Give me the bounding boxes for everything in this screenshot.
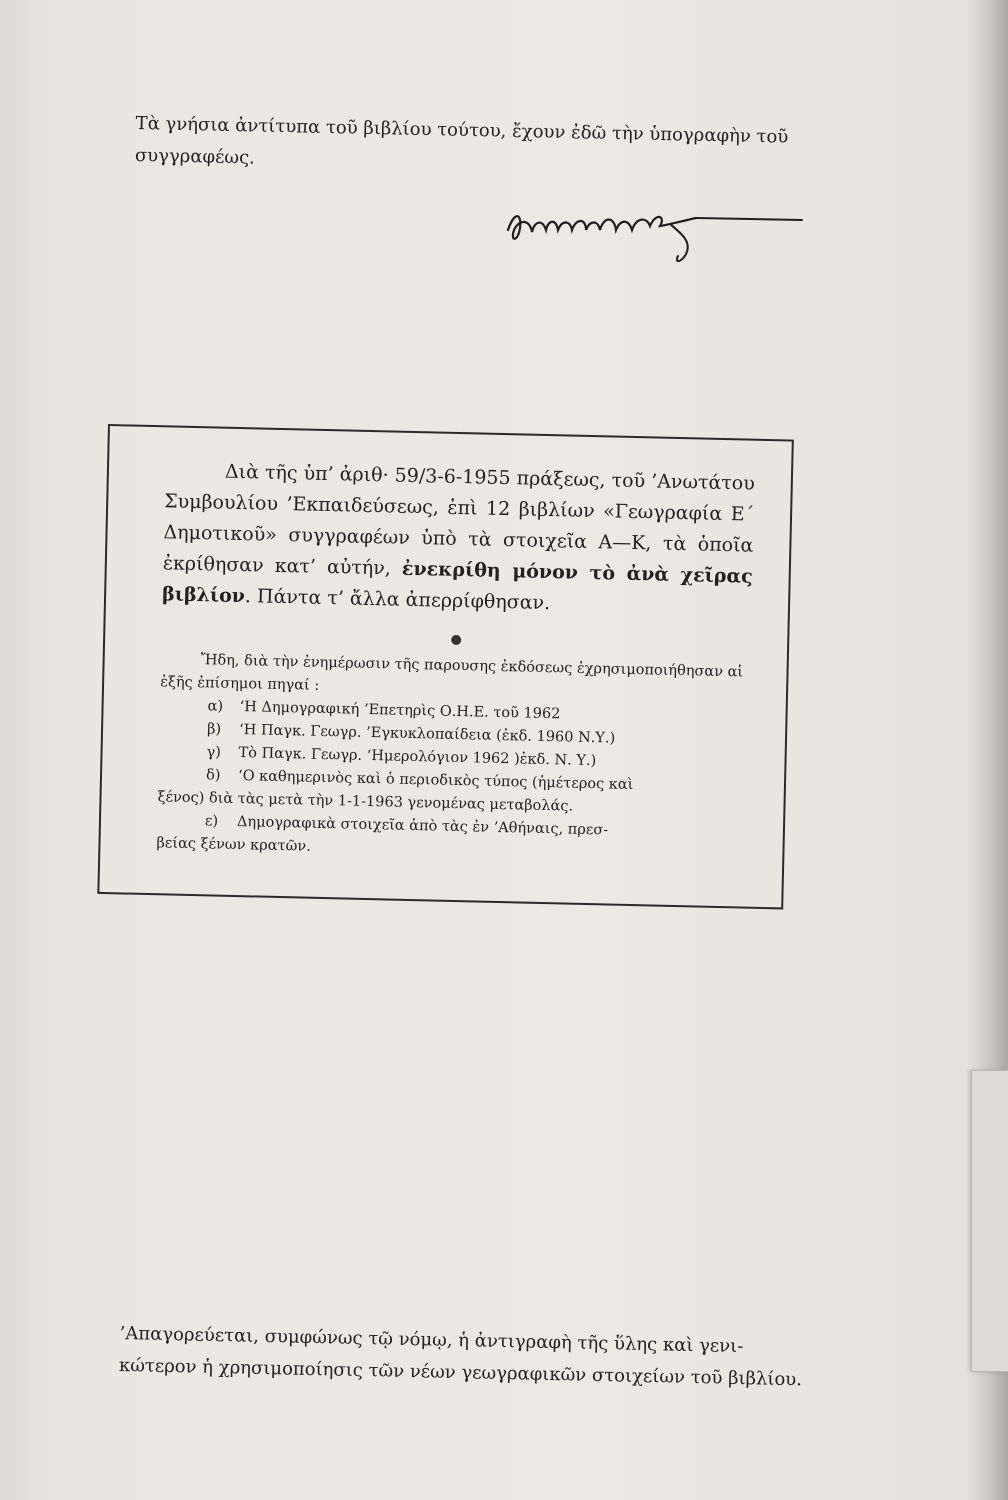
author-signature: [500, 190, 810, 270]
copyright-line-1: ’Απαγορεύεται, συμφώνως τῷ νόμῳ, ἡ ἀντιγραφὴ τῆς ὕλης καὶ γενι-: [119, 1322, 744, 1358]
approval-text-part-1: Διὰ τῆς ὑπ’ ἀριθ· 59/3-6-1955 πράξεως, τοῦ ’Ανωτάτου Συμβουλίου ’Εκπαιδεύσεως, ἐπὶ 12 βιβλίων «Γεωγραφία Ε΄ Δημοτικοῦ» συγγραφέων ὑπὸ τὰ στοιχεῖα Α—Κ, τὰ ὁποῖα ἐκρίθησαν κατ’ αὐτήν,: [162, 460, 756, 580]
copyright-line-2: κώτερον ἡ χρησιμοποίησις τῶν νέων γεωγραφικῶν στοιχείων τοῦ βιβλίου.: [118, 1354, 803, 1391]
separator-dot: [451, 635, 461, 645]
source-item-a: α) ‘Η Δημογραφική ’Επετηρὶς Ο.Η.Ε. τοῦ 1962: [207, 698, 561, 723]
approval-text-part-2: . Πάντα τ’ ἄλλα ἀπερρίφθησαν.: [244, 585, 551, 615]
approval-notice-box: [97, 424, 793, 909]
folded-page-tab: [971, 1070, 1008, 1372]
approval-text-bold: ἐνεκρίθη μόνον τὸ ἀνὰ χεῖρας βιβλίον: [161, 557, 753, 608]
source-item-d: δ) ‘Ο καθημερινὸς καὶ ὁ περιοδικὸς τύπος (ἡμέτερος καὶ: [205, 767, 634, 794]
source-item-c: γ) Τὸ Παγκ. Γεωγρ. ‘Ημερολόγιον 1962 )ἐκδ. Ν. Υ.): [206, 744, 597, 770]
approval-paragraph: [162, 455, 755, 623]
sources-list: [156, 694, 750, 868]
source-item-d-continued: ξένος) διὰ τὰς μετὰ τὴν 1-1-1963 γενομένας μεταβολάς.: [157, 789, 574, 815]
authenticity-note-line-2: συγγραφέως.: [134, 144, 256, 169]
authenticity-note-line-1: Τὰ γνήσια ἀντίτυπα τοῦ βιβλίου τούτου, ἔχουν ἐδῶ τὴν ὑπογραφὴν τοῦ: [135, 112, 789, 148]
source-item-e-continued: βείας ξένων κρατῶν.: [156, 835, 311, 855]
source-item-e: ε) Δημογραφικὰ στοιχεῖα ἀπὸ τὰς ἐν ’Αθήναις, πρεσ-: [204, 813, 609, 839]
authenticity-note: [135, 108, 896, 188]
source-item-b: β) ‘Η Παγκ. Γεωγρ. ’Εγκυκλοπαίδεια (ἐκδ. 1960 Ν.Υ.): [206, 721, 616, 747]
copyright-notice: [119, 1318, 830, 1397]
sources-intro: Ἤδη, διὰ τὴν ἐνημέρωσιν τῆς παρουσης ἐκδόσεως ἐχρησιμοποιήθησαν αἱ ἑξῆς ἐπίσημοι πηγαί :: [159, 652, 744, 694]
